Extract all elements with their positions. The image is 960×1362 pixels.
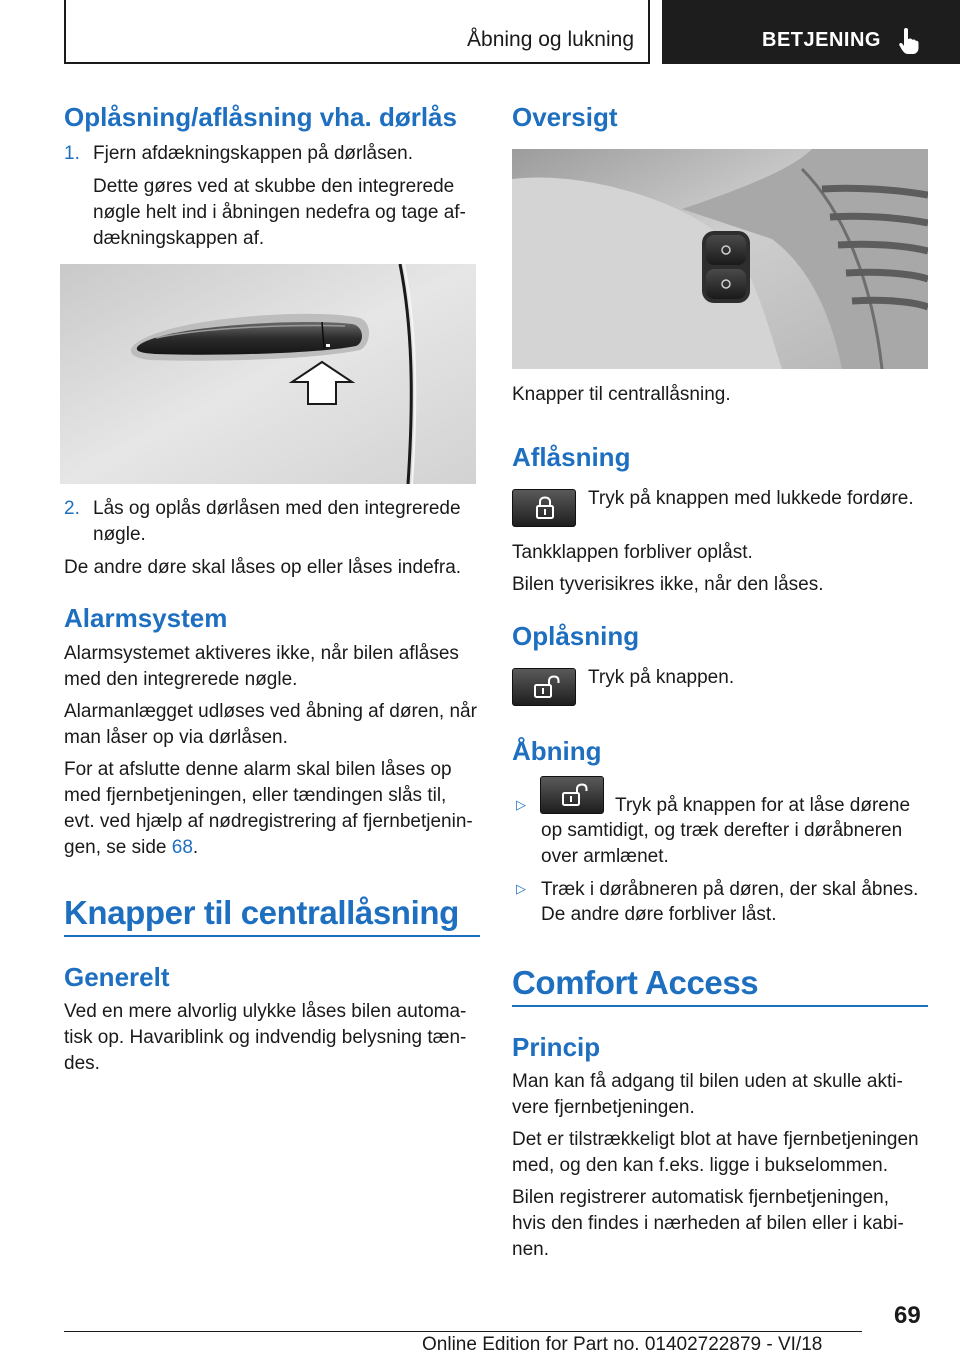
alarm-heading: Alarmsystem <box>64 603 228 633</box>
lock-instruction: Tryk på knappen med lukkede fordøre. <box>588 488 914 509</box>
general-paragraph-line: tisk op. Havariblink og indvendig belysning tæn- <box>64 1027 467 1048</box>
alarm-paragraph-line: Alarmanlægget udløses ved åbning af døren, når <box>64 701 477 722</box>
locking-paragraph: Bilen tyverisikres ikke, når den låses. <box>512 574 824 595</box>
unlock-button-image <box>540 776 604 814</box>
comfort-paragraph-line: hvis den findes i nærheden af bilen eller i kabi- <box>512 1213 904 1234</box>
step-number: 2. <box>64 498 80 519</box>
page-header <box>64 0 960 64</box>
locking-paragraph: Tankklappen forbliver oplåst. <box>512 542 753 563</box>
alarm-paragraph-line: evt. ved hjælp af nødregistrering af fjernbetjenin- <box>64 811 473 832</box>
opening-bullet-2-line: Træk i døråbneren på døren, der skal åbnes. <box>541 879 919 900</box>
bullet-triangle-icon: ▷ <box>516 797 526 812</box>
step-1-detail-line: dækningskappen af. <box>93 228 265 249</box>
alarm-paragraph-line <box>64 835 198 861</box>
photo-caption: Knapper til centrallåsning. <box>512 384 731 405</box>
hand-pointer-icon <box>898 26 920 56</box>
comfort-paragraph-line: Man kan få adgang til bilen uden at skulle akti- <box>512 1071 903 1092</box>
page-number: 69 <box>894 1302 921 1329</box>
step-number: 1. <box>64 143 80 164</box>
section-title-box <box>64 0 650 64</box>
alarm-paragraph-line: Alarmsystemet aktiveres ikke, når bilen aflåses <box>64 643 459 664</box>
central-locking-heading: Knapper til centrallåsning <box>64 894 459 931</box>
door-lock-heading: Oplåsning/aflåsning vha. dørlås <box>64 102 457 132</box>
opening-bullet-2-line: De andre døre forbliver låst. <box>541 904 777 925</box>
lock-icon <box>534 496 556 520</box>
step-1-text: Fjern afdækningskappen på dørlåsen. <box>93 143 414 164</box>
footer-edition: Online Edition for Part no. 01402722879 - VI/18 <box>422 1334 823 1355</box>
heading-rule <box>512 1005 928 1007</box>
comfort-paragraph-line: med, og den kan f.eks. ligge i bukselommen. <box>512 1155 888 1176</box>
chapter-tab <box>662 0 960 64</box>
footer-rule <box>64 1331 862 1332</box>
alarm-paragraph-line: med den integrerede nøgle. <box>64 669 298 690</box>
comfort-paragraph-line: nen. <box>512 1239 549 1260</box>
heading-rule <box>64 935 480 937</box>
unlock-icon <box>532 675 560 699</box>
central-locking-buttons-photo <box>512 149 928 369</box>
unlock-instruction: Tryk på knappen. <box>588 667 735 688</box>
step-2-text-cont: nøgle. <box>93 524 146 545</box>
alarm-paragraph-line: med fjernbetjeningen, eller tændingen slås til, <box>64 785 447 806</box>
unlock-button-image <box>512 668 576 706</box>
section-title: Åbning og lukning <box>467 28 634 51</box>
unlocking-heading: Oplåsning <box>512 621 640 651</box>
step-1-detail-line: nøgle helt ind i åbningen nedefra og tage af- <box>93 202 466 223</box>
opening-bullet-1-line: over armlænet. <box>541 846 669 867</box>
principle-subheading: Princip <box>512 1032 601 1062</box>
page-ref-suffix: . <box>192 837 199 858</box>
comfort-paragraph-line: vere fjernbetjeningen. <box>512 1097 695 1118</box>
other-doors-text: De andre døre skal låses op eller låses indefra. <box>64 557 462 578</box>
comfort-paragraph-line: Bilen registrerer automatisk fjernbetjeningen, <box>512 1187 890 1208</box>
bullet-triangle-icon: ▷ <box>516 881 526 896</box>
step-1-detail-line: Dette gøres ved at skubbe den integrerede <box>93 176 455 197</box>
opening-heading: Åbning <box>512 736 602 766</box>
page-ref-prefix: gen, se side <box>64 837 172 858</box>
general-paragraph-line: des. <box>64 1053 100 1074</box>
alarm-paragraph-line: man låser op via dørlåsen. <box>64 727 288 748</box>
comfort-paragraph-line: Det er tilstrækkeligt blot at have fjernbetjeningen <box>512 1129 919 1150</box>
page-link[interactable]: 68 <box>171 837 193 858</box>
comfort-access-heading: Comfort Access <box>512 964 759 1001</box>
alarm-paragraph-line: For at afslutte denne alarm skal bilen låses op <box>64 759 452 780</box>
door-handle-photo <box>60 264 476 484</box>
chapter-tab-label: BETJENING <box>762 29 881 51</box>
overview-heading: Oversigt <box>512 102 618 132</box>
general-subheading: Generelt <box>64 962 170 992</box>
opening-bullet-1-line: op samtidigt, og træk derefter i døråbneren <box>541 820 903 841</box>
locking-heading: Aflåsning <box>512 442 631 472</box>
lock-button-image <box>512 489 576 527</box>
general-paragraph-line: Ved en mere alvorlig ulykke låses bilen automa- <box>64 1001 467 1022</box>
opening-bullet-1-line: Tryk på knappen for at låse dørene <box>615 795 911 816</box>
unlock-icon <box>560 783 588 807</box>
step-2-text: Lås og oplås dørlåsen med den integrerede <box>93 498 461 519</box>
